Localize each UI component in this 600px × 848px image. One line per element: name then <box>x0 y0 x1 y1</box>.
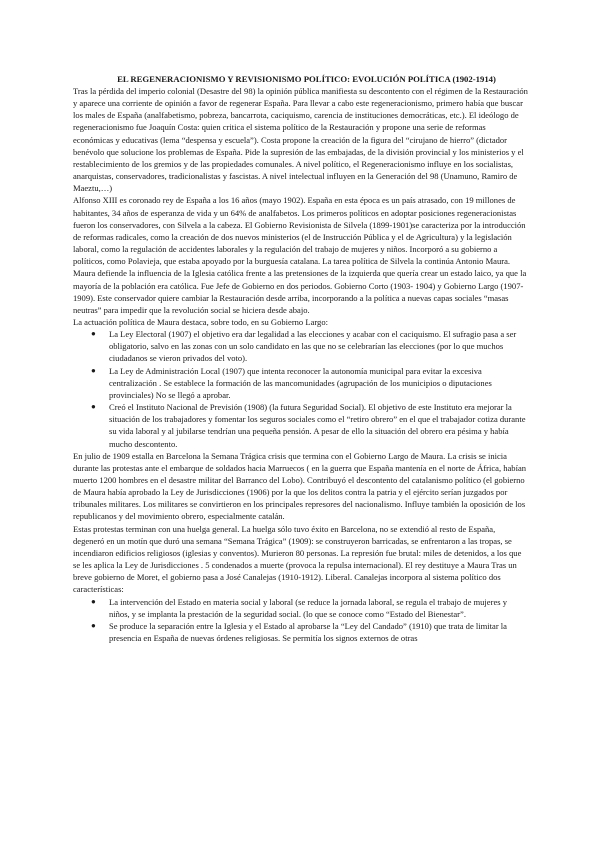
bullet-icon: ● <box>91 365 96 375</box>
document-body <box>73 73 528 644</box>
list-item-text: La Ley de Administración Local (1907) que intenta reconocer la autonomía municipal para evitar la excesiva centralización . Se establece la formación de las mancomunidades (agrupación de los municipios o diputaciones provinciales) No se llegó a aprobar. <box>109 365 492 400</box>
paragraph-maura-intro: La actuación política de Maura destaca, sobre todo, en su Gobierno Largo: <box>73 316 328 327</box>
list-item <box>73 620 528 644</box>
list-item-text: Creó el Instituto Nacional de Previsión (1908) (la futura Seguridad Social). El objetivo de este Instituto era mejorar la situación de los trabajadores y fomentar los seguros sociales como el “retiro obrero” en el que el trabajador cotiza durante su vida laboral y al jubilarse tendrían una pequeña pensión. A pesar de ello la situación del obrero era pésima y había mucho descontento. <box>109 402 526 449</box>
paragraph-alfonso-xiii: Alfonso XIII es coronado rey de España a los 16 años (mayo 1902). España en esta época es un país atrasado, con 19 millones de habitantes, 34 años de esperanza de vida y un 64% de analfabetos. Los primeros políticos en adoptar posiciones regeneracionistas fueron los conservadores, con Silvela a la cabeza. El Gobierno Revisionista de Silvela (1899-1901)se caracteriza por la introducción de reformas radicales, como la creación de dos nuevos ministerios (el de Instrucción Pública y el de Agricultura) y la legislación laboral, como la regulación de accidentes laborales y la regulación del trabajo de mujeres y niños. Incorporó a su gobierno a políticos, como Polavieja, que estaba apoyado por la burguesía catalana. La tarea política de Silvela la continúa Antonio Maura. Maura defiende la influencia de la Iglesia católica frente a las pretensiones de la izquierda que quería crear un estado laico, ya que la mayoría de la población era católica. Fue Jefe de Gobierno en dos periodos. Gobierno Corto (1903- 1904) y Gobierno Largo (1907-1909). Este conservador quiere cambiar la Restauración desde arriba, incorporando a la política a nuevas capas sociales “masas neutras” para impedir que la revolución social se hiciera desde abajo. <box>73 195 527 315</box>
list-item-text: La intervención del Estado en materia social y laboral (se reduce la jornada laboral, se regula el trabajo de mujeres y niños, y se implanta la prestación de la seguridad social. (lo que se conoce como “Estado del Bienestar”. <box>109 596 507 619</box>
document-title: EL REGENERACIONISMO Y REVISIONISMO POLÍTICO: EVOLUCIÓN POLÍTICA (1902-1914) <box>117 74 496 84</box>
paragraph-regeneracionismo: Tras la pérdida del imperio colonial (Desastre del 98) la opinión pública manifiesta su descontento con el régimen de la Restauración y aparece una corriente de opinión a favor de regenerar España. Para llevar a cabo este regeneracionismo, primero había que buscar los males de España (analfabetismo, pobreza, bancarrota, caciquismo, carencia de instituciones democráticas, etc.). El ideólogo de regeneracionismo fue Joaquín Costa: quien critica el sistema político de la Restauración y propone una serie de reformas económicas y educativas (lema “despensa y escuela”). Costa propone la creación de la figura del “cirujano de hierro” (dictador benévolo que solucione los problemas de España. Pide la supresión de las embajadas, de la división provincial y los ministerios y el restablecimiento de los gremios y de las propiedades comunales. A nivel político, el Regeneracionismo influye en los socialistas, anarquistas, conservadores, tradicionalistas y fascistas. A nivel intelectual influyen en la Generación del 98 (Unamuno, Ramiro de Maeztu,…) <box>73 86 528 194</box>
bullet-icon: ● <box>91 402 96 412</box>
list-item <box>73 365 528 401</box>
paragraph-semana-tragica: En julio de 1909 estalla en Barcelona la Semana Trágica crisis que termina con el Gobierno Largo de Maura. La crisis se inicia durante las protestas ante el embarque de soldados hacia Marruecos ( en la guerra que España mantenía en el norte de África, habían muerto 1200 hombres en el desastre militar del Barranco del Lobo). Contribuyó el descontento del catalanismo político (el gobierno de Maura había aprobado la Ley de Jurisdicciones (1906) por la que los delitos contra la patria y el ejército serían juzgados por tribunales militares. Los militares se convirtieron en los principales represores del nacionalismo. Influye también la oposición de los republicanos y del movimiento obrero, especialmente catalán. <box>73 450 527 522</box>
bullet-icon: ● <box>91 596 96 606</box>
list-item <box>73 596 528 620</box>
list-item <box>73 328 528 364</box>
list-item-text: Se produce la separación entre la Iglesia y el Estado al aprobarse la “Ley del Candado” (1910) que trata de limitar la presencia en España de nuevas órdenes religiosas. Se permitía los signos externos de otras <box>109 620 507 644</box>
list-item-text: La Ley Electoral (1907) el objetivo era dar legalidad a las elecciones y acabar con el caciquismo. El sufragio pasa a ser obligatorio, salvo en las zonas con un solo candidato en las que no se celebrarían las elecciones (por lo que muchos ciudadanos se vieron privados del voto). <box>109 329 517 364</box>
canalejas-characteristics-list <box>73 596 528 645</box>
maura-reforms-list <box>73 328 528 450</box>
paragraph-huelga-general: Estas protestas terminan con una huelga general. La huelga sólo tuvo éxito en Barcelona, no se extendió al resto de España, degeneró en un motín que duró una semana “Semana Trágica” (1909): se construyeron barricadas, se enfrentaron a las tropas, se incendiaron edificios religiosos (iglesias y conventos). Murieron 80 personas. La represión fue brutal: miles de detenidos, a los que se les aplica la Ley de Jurisdicciones . 5 condenados a muerte (provoca la repulsa internacional). El rey destituye a Maura Tras un breve gobierno de Moret, el gobierno pasa a José Canalejas (1910-1912). Liberal. Canalejas incorpora al sistema político dos características: <box>73 523 522 595</box>
list-item <box>73 401 528 450</box>
bullet-icon: ● <box>91 620 96 630</box>
bullet-icon: ● <box>91 329 96 339</box>
